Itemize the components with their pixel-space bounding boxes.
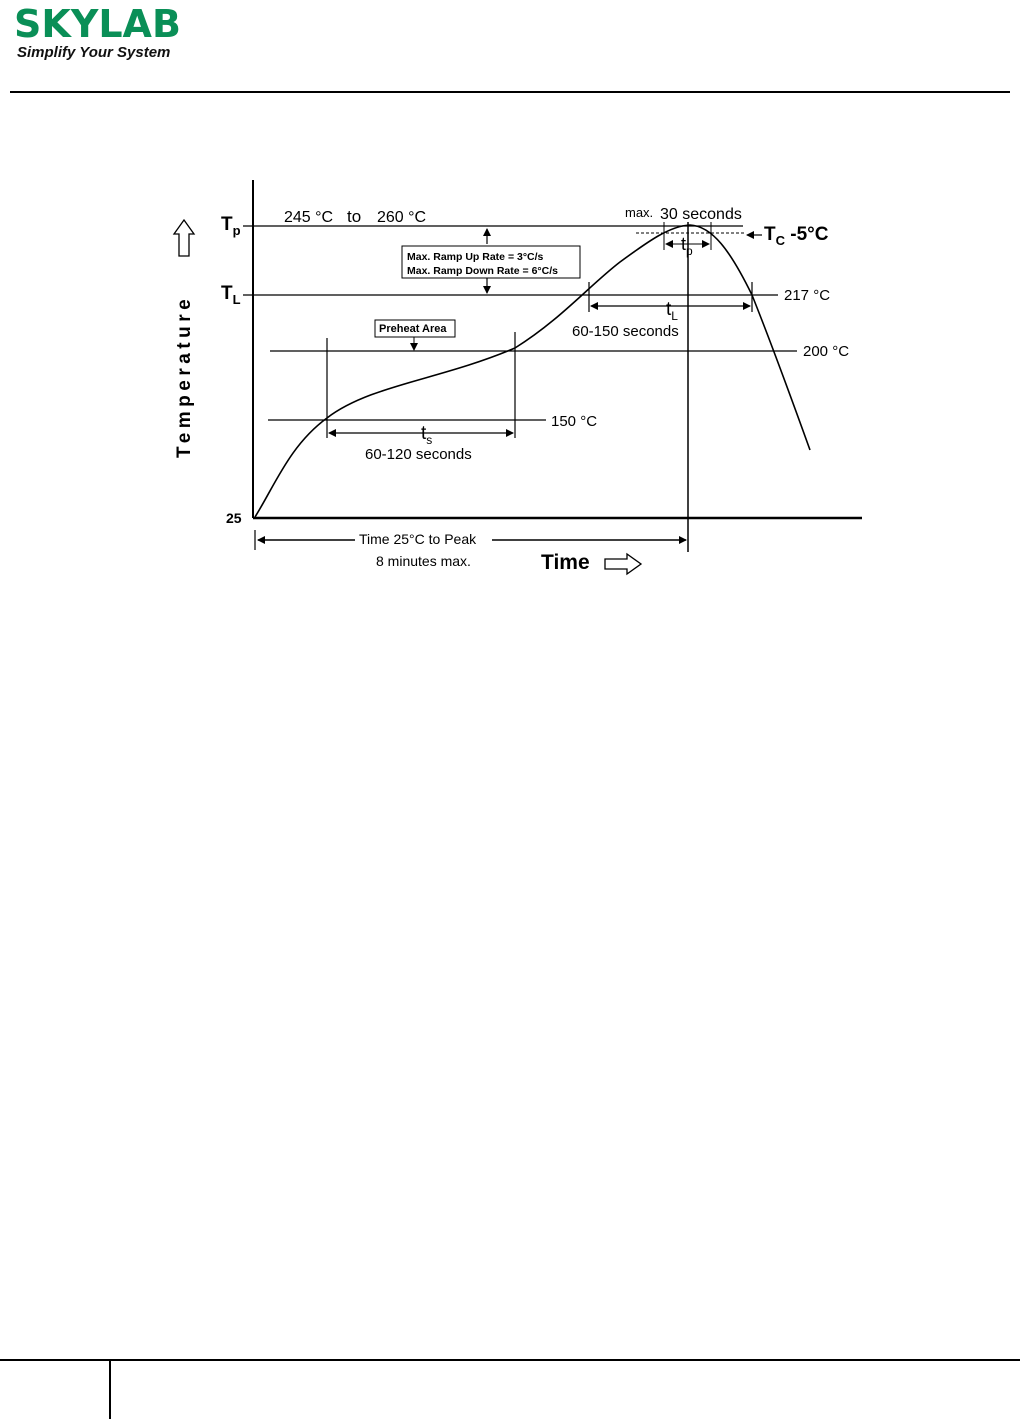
tl-duration-label: $t_L$ (666, 299, 678, 323)
footer-divider (0, 1359, 1020, 1361)
ramp-up-text: Max. Ramp Up Rate = 3°C/s (407, 251, 544, 263)
reflow-profile-chart (0, 0, 1020, 620)
tl-label: $T_L$ (221, 283, 241, 307)
max-time-prefix: max. (625, 205, 654, 220)
logo-tagline: Simplify Your System (17, 44, 171, 61)
soak-time-label: 60-120 seconds (365, 446, 472, 463)
peak-range-start: 245 °C (284, 209, 334, 226)
liquidus-time-label: 60-150 seconds (572, 323, 679, 340)
y-origin-label: 25 (226, 510, 242, 526)
temp-200-label: 200 °C (803, 343, 850, 360)
tc-label: $T_C$ -5°C (764, 224, 829, 248)
tp-duration-label: $t_p$ (681, 234, 693, 258)
max-time-label: 30 seconds (660, 206, 742, 223)
temp-150-label: 150 °C (551, 413, 598, 430)
ramp-down-text: Max. Ramp Down Rate = 6°C/s (407, 265, 558, 277)
preheat-label: Preheat Area (379, 323, 447, 335)
time-to-peak-max-label: 8 minutes max. (376, 553, 471, 569)
ts-label: $t_s$ (421, 423, 433, 447)
footer-cell-divider (109, 1360, 111, 1419)
peak-range-to: to (347, 207, 362, 226)
temperature-arrow-icon (174, 220, 194, 256)
y-axis-label: Temperature (174, 294, 195, 458)
time-to-peak-label: Time 25°C to Peak (359, 531, 477, 547)
temp-217-label: 217 °C (784, 287, 831, 304)
peak-range-end: 260 °C (377, 209, 427, 226)
x-axis-label: Time (541, 551, 590, 574)
time-arrow-icon (605, 554, 641, 574)
logo-wordmark: SKYLAB (14, 2, 181, 46)
tp-label: $T_p$ (221, 214, 241, 238)
